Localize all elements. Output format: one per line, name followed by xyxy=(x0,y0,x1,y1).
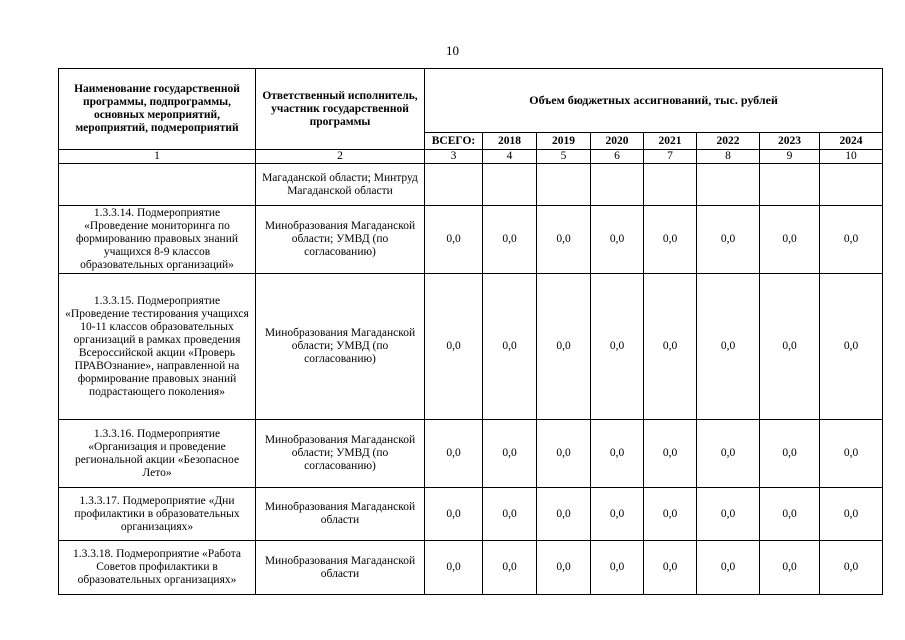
row-value xyxy=(760,164,820,206)
header-year: 2023 xyxy=(760,133,820,150)
row-value: 0,0 xyxy=(537,274,591,420)
row-responsible: Минобразования Магаданской области; УМВД (по согласованию) xyxy=(256,274,425,420)
row-value: 0,0 xyxy=(760,488,820,541)
row-value: 0,0 xyxy=(537,206,591,274)
header-year: 2019 xyxy=(537,133,591,150)
row-value: 0,0 xyxy=(591,541,644,595)
row-value: 0,0 xyxy=(644,420,697,488)
table-row xyxy=(59,274,883,420)
row-responsible: Минобразования Магаданской области xyxy=(256,541,425,595)
row-value: 0,0 xyxy=(697,274,760,420)
header-responsible: Ответственный исполнитель, участник государственной программы xyxy=(256,69,425,150)
row-value: 0,0 xyxy=(591,420,644,488)
column-number: 5 xyxy=(537,150,591,164)
header-year: 2022 xyxy=(697,133,760,150)
row-value: 0,0 xyxy=(591,206,644,274)
row-value: 0,0 xyxy=(697,420,760,488)
row-value: 0,0 xyxy=(483,420,537,488)
header-name: Наименование государственной программы, подпрограммы, основных мероприятий, мероприятий, подмероприятий xyxy=(59,69,256,150)
row-name xyxy=(59,164,256,206)
row-value: 0,0 xyxy=(483,541,537,595)
column-number: 4 xyxy=(483,150,537,164)
row-name: 1.3.3.14. Подмероприятие «Проведение мониторинга по формированию правовых знаний учащихся 8-9 классов образовательных организаций» xyxy=(59,206,256,274)
row-value: 0,0 xyxy=(591,274,644,420)
row-value: 0,0 xyxy=(425,488,483,541)
row-name: 1.3.3.18. Подмероприятие «Работа Советов профилактики в образовательных организациях» xyxy=(59,541,256,595)
row-value: 0,0 xyxy=(425,206,483,274)
column-number: 3 xyxy=(425,150,483,164)
table-row xyxy=(59,488,883,541)
row-value: 0,0 xyxy=(820,541,883,595)
header-year: 2018 xyxy=(483,133,537,150)
row-value: 0,0 xyxy=(697,206,760,274)
row-value: 0,0 xyxy=(425,420,483,488)
row-value: 0,0 xyxy=(760,541,820,595)
table-row xyxy=(59,541,883,595)
row-value: 0,0 xyxy=(760,206,820,274)
row-value: 0,0 xyxy=(820,274,883,420)
table-row xyxy=(59,164,883,206)
row-value xyxy=(425,164,483,206)
row-value: 0,0 xyxy=(644,206,697,274)
row-value xyxy=(483,164,537,206)
header-budget-group: Объем бюджетных ассигнований, тыс. рублей xyxy=(425,69,883,133)
header-year: 2020 xyxy=(591,133,644,150)
column-number: 7 xyxy=(644,150,697,164)
row-value: 0,0 xyxy=(820,488,883,541)
row-value: 0,0 xyxy=(537,420,591,488)
row-value: 0,0 xyxy=(760,420,820,488)
row-value: 0,0 xyxy=(425,541,483,595)
column-number: 1 xyxy=(59,150,256,164)
header-year: 2024 xyxy=(820,133,883,150)
row-value: 0,0 xyxy=(697,541,760,595)
row-value xyxy=(644,164,697,206)
row-value xyxy=(591,164,644,206)
row-value: 0,0 xyxy=(537,541,591,595)
row-name: 1.3.3.16. Подмероприятие «Организация и проведение региональной акции «Безопасное Лето» xyxy=(59,420,256,488)
row-value: 0,0 xyxy=(591,488,644,541)
column-number: 8 xyxy=(697,150,760,164)
row-responsible: Магаданской области; Минтруд Магаданской области xyxy=(256,164,425,206)
column-numbers-row xyxy=(59,150,883,164)
row-value: 0,0 xyxy=(820,206,883,274)
row-value: 0,0 xyxy=(425,274,483,420)
row-name: 1.3.3.15. Подмероприятие «Проведение тестирования учащихся 10-11 классов образовательных организаций в рамках проведения Всероссийской акции «Проверь ПРАВОзнание», направленной на формирование правовых знаний подрастающего поколения» xyxy=(59,274,256,420)
row-value xyxy=(537,164,591,206)
row-responsible: Минобразования Магаданской области; УМВД (по согласованию) xyxy=(256,206,425,274)
page-number: 10 xyxy=(446,43,459,58)
row-value: 0,0 xyxy=(537,488,591,541)
row-responsible: Минобразования Магаданской области xyxy=(256,488,425,541)
row-value xyxy=(697,164,760,206)
table-row xyxy=(59,420,883,488)
column-number: 6 xyxy=(591,150,644,164)
row-value: 0,0 xyxy=(820,420,883,488)
row-value: 0,0 xyxy=(644,274,697,420)
row-value: 0,0 xyxy=(483,488,537,541)
column-number: 9 xyxy=(760,150,820,164)
column-number: 10 xyxy=(820,150,883,164)
budget-table xyxy=(58,68,883,595)
table-row xyxy=(59,206,883,274)
row-value: 0,0 xyxy=(697,488,760,541)
row-responsible: Минобразования Магаданской области; УМВД (по согласованию) xyxy=(256,420,425,488)
row-name: 1.3.3.17. Подмероприятие «Дни профилактики в образовательных организациях» xyxy=(59,488,256,541)
header-year: 2021 xyxy=(644,133,697,150)
row-value: 0,0 xyxy=(760,274,820,420)
row-value: 0,0 xyxy=(483,274,537,420)
row-value: 0,0 xyxy=(644,488,697,541)
row-value: 0,0 xyxy=(483,206,537,274)
column-number: 2 xyxy=(256,150,425,164)
header-row xyxy=(59,69,883,133)
row-value xyxy=(820,164,883,206)
header-year: ВСЕГО: xyxy=(425,133,483,150)
row-value: 0,0 xyxy=(644,541,697,595)
